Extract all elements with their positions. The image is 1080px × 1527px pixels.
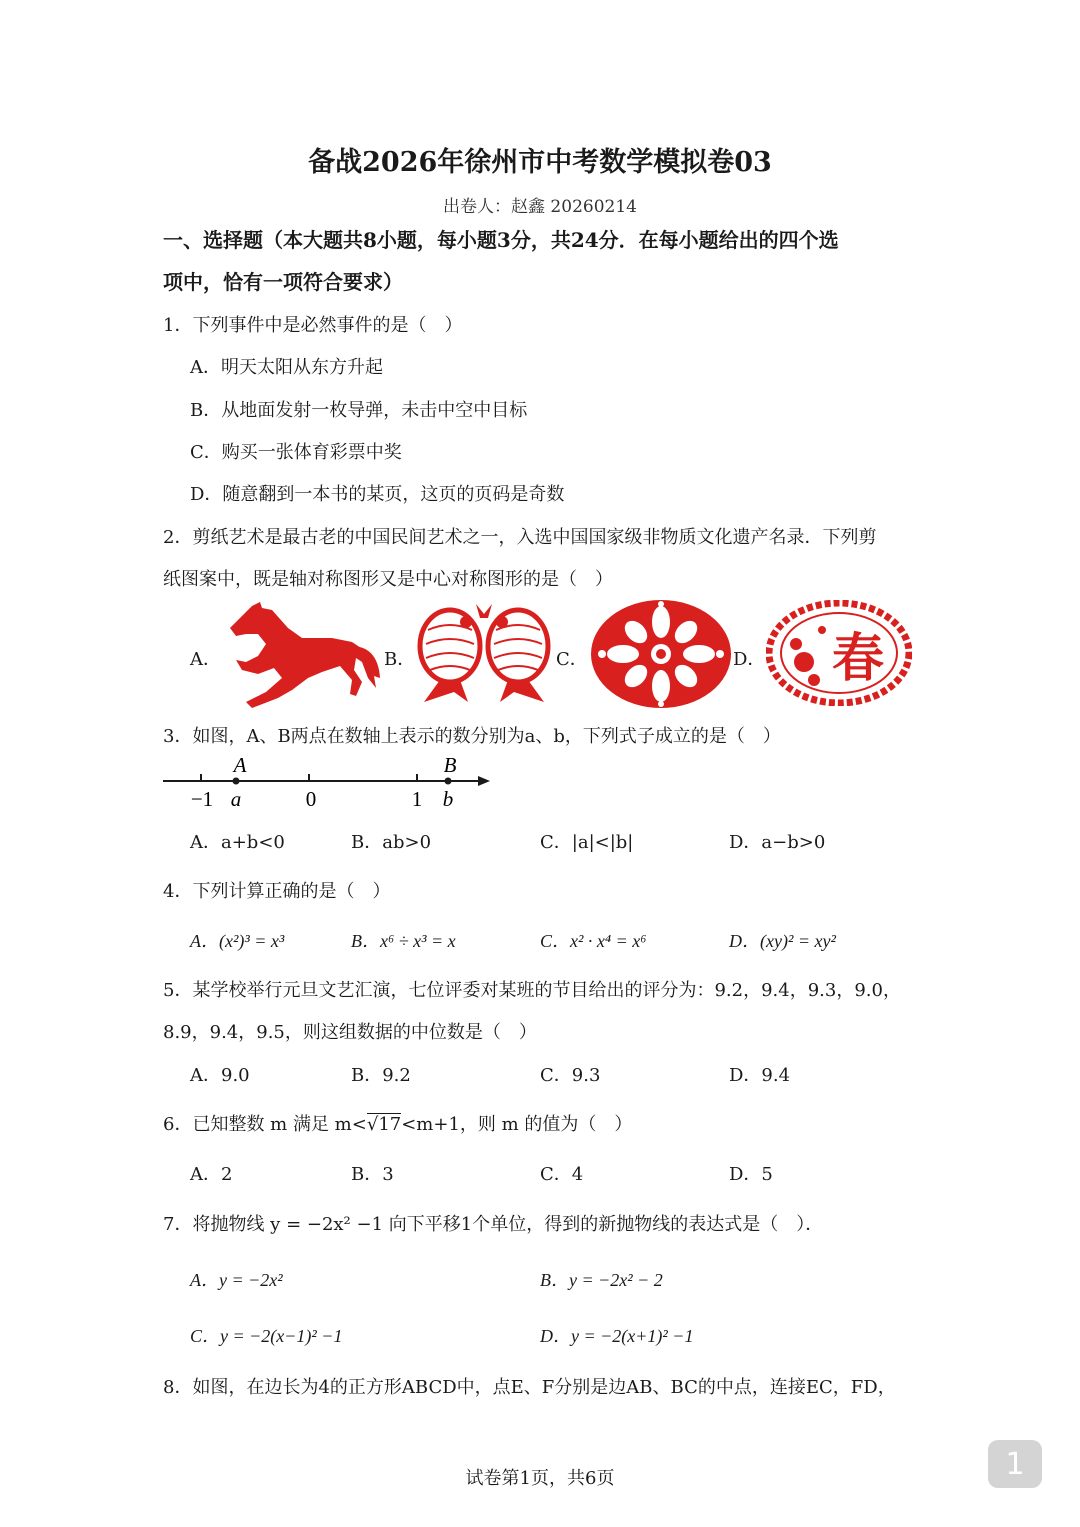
q6-option-b: B．3: [351, 1164, 394, 1185]
q5-option-c: C．9.3: [540, 1065, 601, 1086]
papercut-horse-image: [222, 598, 382, 710]
label-point-a: A: [233, 753, 247, 777]
q6-stem-pre: 6．已知整数 m 满足 m<: [163, 1114, 367, 1135]
papercut-spring-char: 春: [831, 631, 885, 688]
label-a: a: [230, 787, 242, 811]
q2-option-c: C．: [556, 649, 588, 670]
q2-stem-line2: 纸图案中，既是轴对称图形又是中心对称图形的是（ ）: [163, 569, 613, 590]
q2-stem-line1: 2．剪纸艺术是最古老的中国民间艺术之一，入选中国国家级非物质文化遗产名录．下列剪: [163, 527, 877, 548]
papercut-spring-image: [766, 600, 912, 706]
q1-stem: 1．下列事件中是必然事件的是（ ）: [163, 315, 463, 336]
label-b: b: [442, 787, 454, 811]
q6-radical: √17: [366, 1114, 402, 1135]
tick-zero: 0: [305, 787, 317, 811]
q8-stem: 8．如图，在边长为4的正方形ABCD中，点E、F分别是边AB、BC的中点，连接EC，FD，: [163, 1377, 896, 1398]
section-heading-line1: 一、选择题（本大题共8小题，每小题3分，共24分．在每小题给出的四个选: [163, 228, 839, 252]
q3-option-d: D．a−b>0: [729, 832, 826, 853]
q5-option-a: A．9.0: [190, 1065, 250, 1086]
q4-option-a: A．(x²)³ = x³: [190, 931, 285, 951]
tick-minus-one: −1: [190, 787, 214, 811]
q4-stem: 4．下列计算正确的是（ ）: [163, 881, 391, 902]
q3-option-c: C．|a|<|b|: [540, 832, 634, 853]
q2-option-a: A．: [190, 649, 221, 670]
q3-option-b: B．ab>0: [351, 832, 432, 853]
section-heading-line2: 项中，恰有一项符合要求）: [163, 270, 403, 294]
page-footer: 试卷第1页，共6页: [465, 1468, 615, 1489]
page-title: 备战2026年徐州市中考数学模拟卷03: [308, 147, 772, 178]
q3-stem: 3．如图，A、B两点在数轴上表示的数分别为a、b，下列式子成立的是（ ）: [163, 726, 781, 747]
q6-stem-post: <m+1，则 m 的值为（ ）: [401, 1114, 633, 1135]
q4-option-b: B．x⁶ ÷ x³ = x: [351, 931, 456, 951]
tick-one: 1: [411, 787, 423, 811]
q4-option-c: C．x² · x⁴ = x⁶: [540, 931, 647, 951]
page-number-badge[interactable]: 1: [988, 1440, 1042, 1488]
q1-option-a: A．明天太阳从东方升起: [190, 357, 383, 378]
q2-option-d: D．: [733, 649, 766, 670]
q3-option-a: A．a+b<0: [190, 832, 285, 853]
q6-option-a: A．2: [190, 1164, 233, 1185]
q7-stem: 7．将抛物线 y = −2x² −1 向下平移1个单位，得到的新抛物线的表达式是（ ）．: [163, 1214, 824, 1235]
q1-option-c: C．购买一张体育彩票中奖: [190, 442, 402, 463]
papercut-fish-image: [414, 600, 554, 704]
q6-stem: [163, 1110, 632, 1136]
q3-number-line: [160, 752, 496, 812]
q5-stem-line2: 8.9，9.4，9.5，则这组数据的中位数是（ ）: [163, 1022, 537, 1043]
papercut-flower-image: [588, 598, 734, 710]
q7-option-a: A．y = −2x²: [190, 1270, 283, 1290]
q4-option-d: D．(xy)² = xy²: [729, 931, 836, 951]
q1-option-d: D．随意翻到一本书的某页，这页的页码是奇数: [190, 484, 565, 505]
point-a: [233, 778, 240, 785]
q5-option-b: B．9.2: [351, 1065, 411, 1086]
q7-option-c: C．y = −2(x−1)² −1: [190, 1326, 343, 1346]
q6-option-c: C．4: [540, 1164, 584, 1185]
q6-option-d: D．5: [729, 1164, 773, 1185]
q7-option-b: B．y = −2x² − 2: [540, 1270, 663, 1290]
q5-option-d: D．9.4: [729, 1065, 791, 1086]
q7-option-d: D．y = −2(x+1)² −1: [540, 1326, 694, 1346]
q5-stem-line1: 5．某学校举行元旦文艺汇演，七位评委对某班的节目给出的评分为：9.2，9.4，9.3，9.0，: [163, 980, 901, 1001]
q1-option-b: B．从地面发射一枚导弹，未击中空中目标: [190, 400, 528, 421]
point-b: [445, 778, 452, 785]
q2-option-b: B．: [384, 649, 416, 670]
author-line: 出卷人：赵鑫 20260214: [443, 197, 637, 217]
label-point-b: B: [443, 753, 457, 777]
